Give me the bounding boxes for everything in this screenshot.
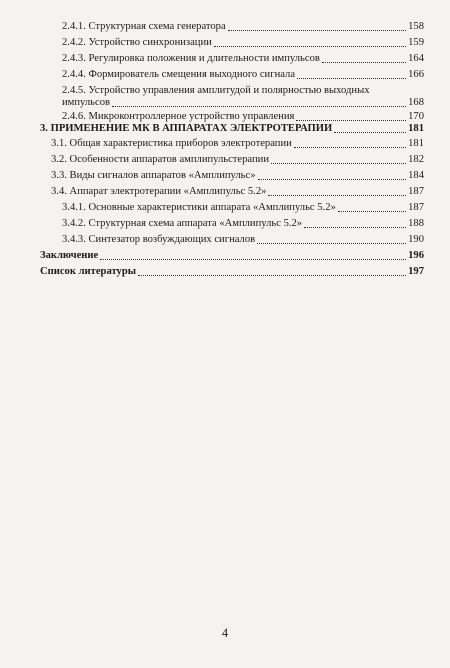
toc-entry — [51, 154, 424, 166]
toc-entry-title: 3.4.2. Структурная схема аппарата «Амплипульс 5.2» — [62, 218, 303, 229]
toc-entry-title: 3.4. Аппарат электротерапии «Амплипульс 5.2» — [51, 186, 267, 197]
toc-entry-page: 164 — [408, 53, 424, 64]
dot-leader — [268, 194, 406, 196]
dot-leader — [294, 146, 406, 148]
toc-entry — [51, 186, 424, 198]
toc-entry — [51, 170, 424, 182]
toc-chapter-page: 181 — [408, 123, 424, 134]
dot-leader — [100, 258, 406, 260]
dot-leader — [271, 162, 406, 164]
dot-leader — [304, 226, 406, 228]
toc-chapter-page: 196 — [408, 250, 424, 261]
toc-chapter-page: 197 — [408, 266, 424, 277]
toc-entry-page: 188 — [408, 218, 424, 229]
dot-leader — [214, 45, 406, 47]
toc-chapter-title: 3. ПРИМЕНЕНИЕ МК В АППАРАТАХ ЭЛЕКТРОТЕРАПИИ — [40, 123, 333, 134]
toc-entry — [62, 37, 424, 49]
toc-entry-title: 2.4.1. Структурная схема генератора — [62, 21, 226, 32]
dot-leader — [297, 77, 406, 79]
dot-leader — [322, 61, 406, 63]
dot-leader — [296, 119, 406, 121]
toc-entry-title: 2.4.3. Регулировка положения и длительности импульсов — [62, 53, 320, 64]
toc-entry-title: 3.1. Общая характеристика приборов электротерапии — [51, 138, 292, 149]
toc-entry — [51, 138, 424, 150]
toc-entry — [62, 202, 424, 214]
toc-entry-page: 166 — [408, 69, 424, 80]
toc-entry — [62, 21, 424, 33]
dot-leader — [257, 242, 406, 244]
toc-entry — [62, 69, 424, 81]
toc-entry-title: 2.4.6. Микроконтроллерное устройство управления — [62, 111, 295, 122]
toc-chapter-title: Заключение — [40, 250, 99, 261]
toc-entry-title-line1: 2.4.5. Устройство управления амплитудой и полярностью выходных — [62, 85, 370, 96]
toc-entry-page: 182 — [408, 154, 424, 165]
toc-entry — [62, 111, 424, 123]
toc-entry-title: 2.4.2. Устройство синхронизации — [62, 37, 212, 48]
toc-entry-page: 159 — [408, 37, 424, 48]
toc-entry-page: 184 — [408, 170, 424, 181]
toc-entry-page: 190 — [408, 234, 424, 245]
toc-chapter — [40, 266, 424, 278]
toc-entry — [62, 53, 424, 65]
toc-entry — [62, 234, 424, 246]
dot-leader — [338, 210, 406, 212]
toc-entry-title-line2: импульсов — [62, 97, 110, 108]
toc-entry-page: 158 — [408, 21, 424, 32]
toc-entry-title: 2.4.4. Формирователь смещения выходного сигнала — [62, 69, 296, 80]
dot-leader — [334, 131, 406, 133]
toc-entry-page: 187 — [408, 186, 424, 197]
toc-entry — [62, 218, 424, 230]
dot-leader — [258, 178, 407, 180]
toc-entry — [62, 97, 424, 109]
toc-entry-title: 3.4.1. Основные характеристики аппарата «Амплипульс 5.2» — [62, 202, 336, 213]
toc-entry-title: 3.4.3. Синтезатор возбуждающих сигналов — [62, 234, 256, 245]
dot-leader — [112, 105, 406, 107]
toc-entry-page: 168 — [408, 97, 424, 108]
dot-leader — [138, 274, 406, 276]
toc-entry-title: 3.2. Особенности аппаратов амплипульстерапии — [51, 154, 270, 165]
toc-entry-page: 187 — [408, 202, 424, 213]
toc-chapter-title: Список литературы — [40, 266, 137, 277]
toc-entry-title: 3.3. Виды сигналов аппаратов «Амплипульс» — [51, 170, 256, 181]
toc-chapter — [40, 123, 424, 135]
toc-entry-page: 170 — [408, 111, 424, 122]
page-number: 4 — [221, 626, 229, 640]
toc-entry-page: 181 — [408, 138, 424, 149]
dot-leader — [228, 29, 406, 31]
toc-chapter — [40, 250, 424, 262]
